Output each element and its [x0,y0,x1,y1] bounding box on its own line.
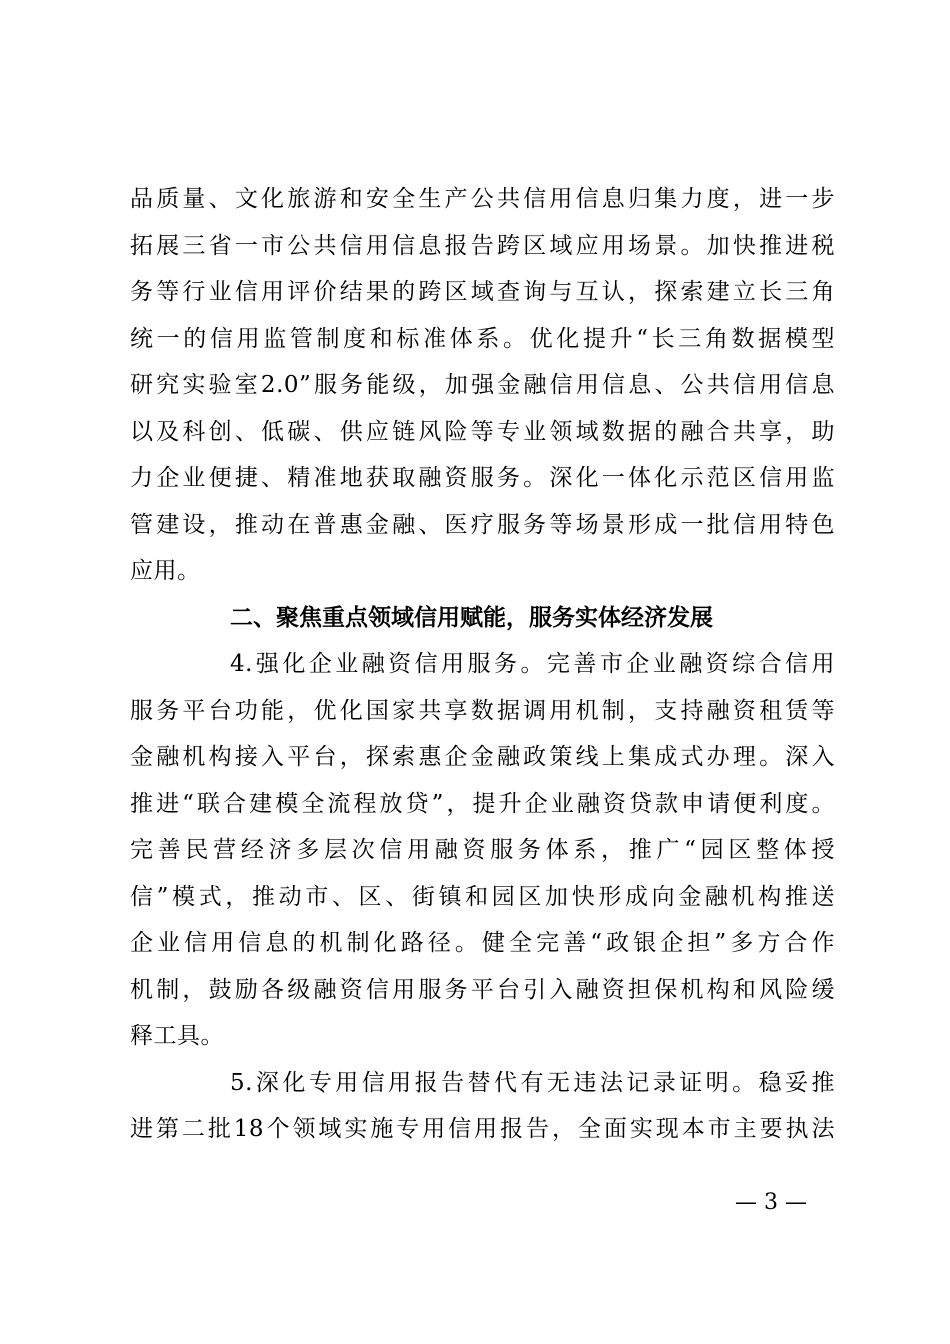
paragraph-5-line-2: 进第二批18个领域实施专用信用报告，全面实现本市主要执法 [130,1116,835,1142]
paragraph-1-line-3: 务等行业信用评价结果的跨区域查询与互认，探索建立长三角 [130,279,835,305]
document-body [130,176,835,1153]
page-number: — 3 — [735,1190,807,1215]
paragraph-1-line-5: 研究实验室2.0”服务能级，加强金融信用信息、公共信用信息 [130,372,835,398]
paragraph-5-line-1: 5.深化专用信用报告替代有无违法记录证明。稳妥推 [230,1069,835,1096]
paragraph-1-line-2: 拓展三省一市公共信用信息报告跨区域应用场景。加快推进税 [130,232,835,259]
paragraph-4-line-3: 金融机构接入平台，探索惠企金融政策线上集成式办理。深入 [130,744,835,770]
paragraph-1-line-7: 力企业便捷、精准地获取融资服务。深化一体化示范区信用监 [130,465,835,491]
paragraph-4-line-9: 释工具。 [130,1023,224,1049]
paragraph-1-line-9: 应用。 [130,558,201,584]
paragraph-4-line-5: 完善民营经济多层次信用融资服务体系，推广“园区整体授 [130,837,835,863]
paragraph-4-line-7: 企业信用信息的机制化路径。健全完善“政银企担”多方合作 [130,930,835,956]
paragraph-1-line-4: 统一的信用监管制度和标准体系。优化提升“长三角数据模型 [130,325,835,352]
paragraph-1-line-8: 管建设，推动在普惠金融、医疗服务等场景形成一批信用特色 [130,511,835,538]
paragraph-1-line-1: 品质量、文化旅游和安全生产公共信用信息归集力度，进一步 [130,186,835,212]
paragraph-1-line-6: 以及科创、低碳、供应链风险等专业领域数据的融合共享，助 [130,418,835,445]
paragraph-4-line-8: 机制，鼓励各级融资信用服务平台引入融资担保机构和风险缓 [130,976,835,1003]
paragraph-4-line-4: 推进“联合建模全流程放贷”，提升企业融资贷款申请便利度。 [130,790,835,817]
paragraph-4-line-1: 4.强化企业融资信用服务。完善市企业融资综合信用 [230,651,835,677]
paragraph-4-line-6: 信”模式，推动市、区、街镇和园区加快形成向金融机构推送 [130,883,835,910]
paragraph-4-line-2: 服务平台功能，优化国家共享数据调用机制，支持融资租赁等 [130,697,835,724]
section-heading-2: 二、聚焦重点领域信用赋能，服务实体经济发展 [230,604,713,631]
